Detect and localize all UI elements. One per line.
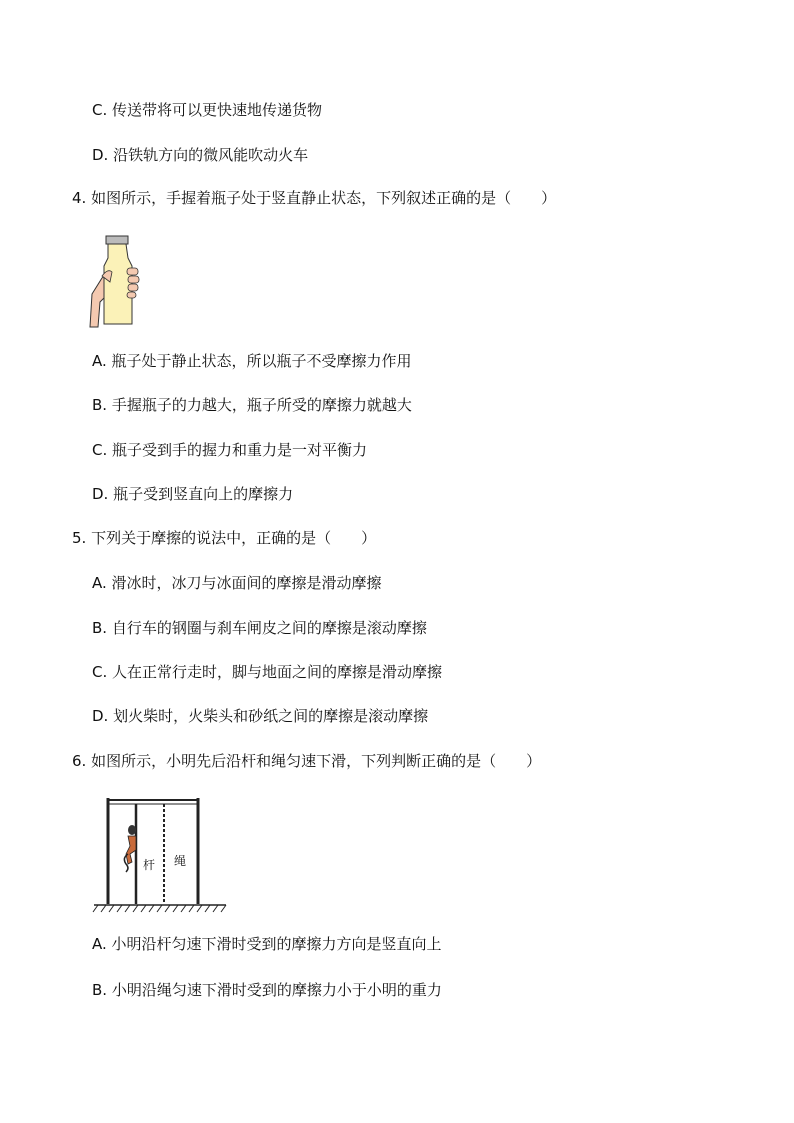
q6-option-a: A. 小明沿杆匀速下滑时受到的摩擦力方向是竖直向上 bbox=[92, 935, 442, 953]
q3-option-c: C. 传送带将可以更快速地传递货物 bbox=[92, 101, 323, 119]
q6-rope-label: 绳 bbox=[174, 854, 187, 868]
q6-pole-label: 杆 bbox=[143, 858, 156, 872]
q6-option-b: B. 小明沿绳匀速下滑时受到的摩擦力小于小明的重力 bbox=[92, 981, 442, 999]
q4-option-c: C. 瓶子受到手的握力和重力是一对平衡力 bbox=[92, 441, 368, 459]
q6-stem: 6. 如图所示，小明先后沿杆和绳匀速下滑，下列判断正确的是（ ） bbox=[72, 752, 542, 770]
q4-option-b: B. 手握瓶子的力越大，瓶子所受的摩擦力就越大 bbox=[92, 396, 412, 414]
q5-stem: 5. 下列关于摩擦的说法中，正确的是（ ） bbox=[72, 529, 377, 547]
q4-option-d: D. 瓶子受到竖直向上的摩擦力 bbox=[92, 485, 294, 503]
q6-pole-rope-figure bbox=[92, 792, 228, 914]
q4-bottle-figure bbox=[88, 232, 148, 328]
q4-option-a: A. 瓶子处于静止状态，所以瓶子不受摩擦力作用 bbox=[92, 352, 412, 370]
q5-option-a: A. 滑冰时，冰刀与冰面间的摩擦是滑动摩擦 bbox=[92, 574, 382, 592]
q5-option-d: D. 划火柴时，火柴头和砂纸之间的摩擦是滚动摩擦 bbox=[92, 707, 429, 725]
q5-option-b: B. 自行车的钢圈与刹车闸皮之间的摩擦是滚动摩擦 bbox=[92, 619, 427, 637]
q5-option-c: C. 人在正常行走时，脚与地面之间的摩擦是滑动摩擦 bbox=[92, 663, 443, 681]
q3-option-d: D. 沿铁轨方向的微风能吹动火车 bbox=[92, 146, 309, 164]
q4-stem: 4. 如图所示，手握着瓶子处于竖直静止状态，下列叙述正确的是（ ） bbox=[72, 189, 557, 207]
